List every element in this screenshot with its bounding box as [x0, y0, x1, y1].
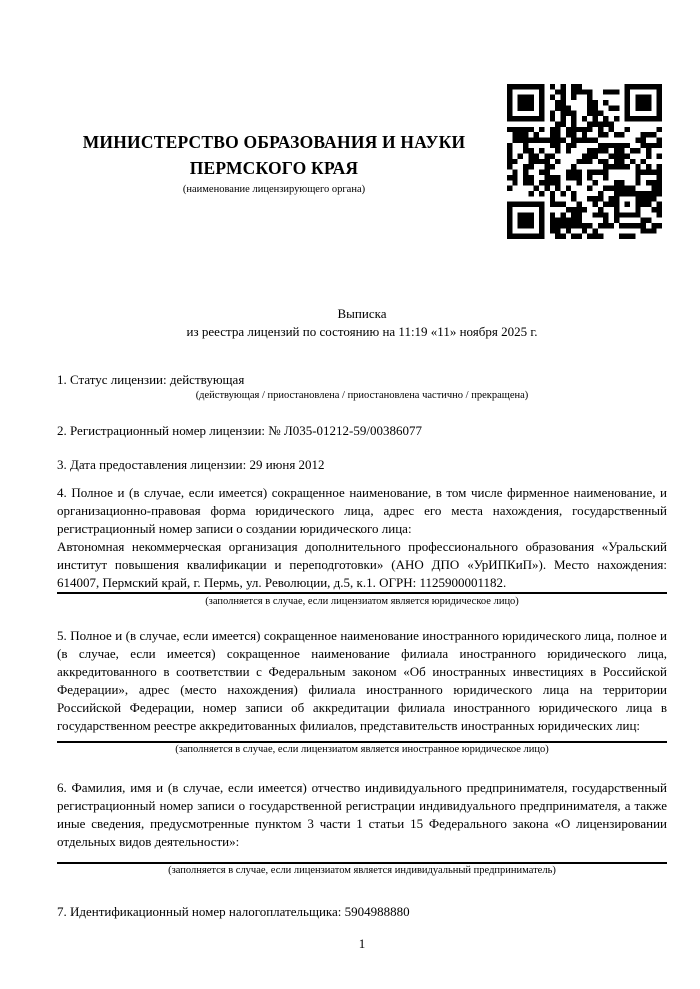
item-legal-entity-info: [57, 484, 667, 609]
individual-entrepreneur-statement: 6. Фамилия, имя и (в случае, если имеется) отчество индивидуального предпринимателя, государственный регистрационный номер записи о государственной регистрации индивидуального предпринимателя, а также иные сведения, предусмотренные пунктом 3 части 1 статьи 15 Федерального закона «О лицензировании отдельных видов деятельности»:: [57, 780, 667, 849]
licensing-authority-block: [57, 129, 491, 197]
item-license-grant-date: [57, 456, 667, 474]
item-taxpayer-id: [57, 903, 667, 921]
registration-number-text: 2. Регистрационный номер лицензии: № Л035-01212-59/00386077: [57, 423, 423, 438]
item-individual-entrepreneur-info: [57, 779, 667, 878]
foreign-entity-statement: 5. Полное и (в случае, если имеется) сокращенное наименование иностранного юридического лица, полное и (в случае, если имеется) сокращенное наименование филиала иностранного юридического лица, аккредитованного в соответствии с Федеральным законом «Об иностранных инвестициях в Российской Федерации», адрес (место нахождения) филиала иностранного юридического лица на территории Российской Федерации, номер записи об аккредитации филиала иностранного юридического лица в государственном реестре аккредитованных филиалов, представительств иностранных юридических лиц:: [57, 628, 667, 733]
document-header: [57, 0, 667, 305]
item-license-status: [57, 371, 667, 403]
license-status-text: 1. Статус лицензии: действующая: [57, 372, 245, 387]
page-number: 1: [358, 936, 366, 951]
license-status-caption: (действующая / приостановлена / приостановлена частично / прекращена): [195, 390, 529, 401]
license-grant-date-text: 3. Дата предоставления лицензии: 29 июня 2012: [57, 457, 325, 472]
ministry-name-line2: ПЕРМСКОГО КРАЯ: [189, 158, 359, 178]
qr-code-icon: [507, 84, 662, 239]
individual-entrepreneur-caption: (заполняется в случае, если лицензиатом является индивидуальный предприниматель): [168, 865, 556, 876]
legal-entity-value: Автономная некоммерческая организация дополнительного профессионального образования «Уральский институт повышения квалификации и переподготовки» (АНО ДПО «УрИПКиП»). Место нахождения: 614007, Пермский край, г. Пермь, ул. Революции, д.5, к.1. ОГРН: 1125900001182.: [57, 538, 667, 594]
title-line1: Выписка: [337, 306, 387, 321]
title-line2: из реестра лицензий по состоянию на 11:19 «11» ноября 2025 г.: [186, 324, 538, 339]
document-title: [57, 305, 667, 341]
legal-entity-caption: (заполняется в случае, если лицензиатом является юридическое лицо): [205, 596, 519, 607]
item-foreign-entity-info: [57, 627, 667, 757]
licensing-authority-caption: (наименование лицензирующего органа): [182, 184, 366, 195]
taxpayer-id-text: 7. Идентификационный номер налогоплательщика: 5904988880: [57, 904, 410, 919]
foreign-entity-caption: (заполняется в случае, если лицензиатом является иностранное юридическое лицо): [175, 744, 549, 755]
legal-entity-statement: 4. Полное и (в случае, если имеется) сокращенное наименование, в том числе фирменное наименование, и организационно-правовая форма юридического лица, адрес его места нахождения, государственный регистрационный номер записи о создании юридического лица:: [57, 485, 667, 536]
item-registration-number: [57, 422, 667, 440]
ministry-name-line1: МИНИСТЕРСТВО ОБРАЗОВАНИЯ И НАУКИ: [82, 132, 466, 152]
